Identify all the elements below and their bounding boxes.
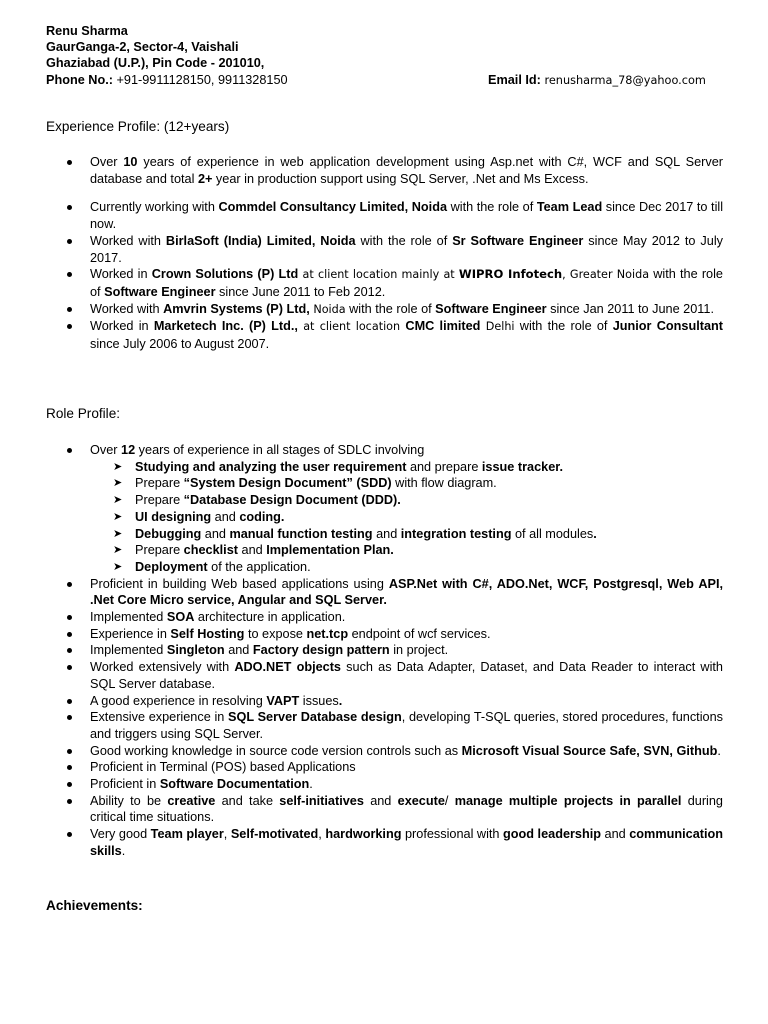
experience-item bbox=[66, 199, 723, 232]
emphasis-text: SOA bbox=[166, 610, 195, 625]
experience-item bbox=[66, 318, 723, 352]
emphasis-text: good leadership bbox=[503, 827, 602, 842]
body-text: of the application. bbox=[207, 559, 311, 574]
emphasis-text: Debugging bbox=[135, 526, 202, 541]
emphasis-text: Software Documentation bbox=[159, 777, 310, 792]
sdlc-sub-item bbox=[113, 542, 723, 559]
body-text: issues bbox=[299, 693, 339, 708]
note-text: , Greater Noida bbox=[562, 268, 650, 282]
body-text: Prepare bbox=[135, 493, 184, 508]
emphasis-text: 2+ bbox=[197, 171, 213, 186]
emphasis-text: ADO.NET objects bbox=[234, 660, 341, 675]
emphasis-text: Implementation Plan. bbox=[266, 543, 394, 558]
role-item bbox=[66, 709, 723, 742]
emphasis-text: “Database Design Document (DDD). bbox=[183, 493, 401, 508]
emphasis-text: self-initiatives bbox=[279, 793, 364, 808]
emphasis-text: Team Lead bbox=[536, 200, 603, 215]
address-line-1: GaurGanga-2, Sector-4, Vaishali bbox=[46, 40, 239, 55]
emphasis-text: Singleton bbox=[166, 643, 225, 658]
emphasis-text: . bbox=[338, 693, 343, 708]
body-text: and take bbox=[215, 793, 280, 808]
emphasis-text: UI designing bbox=[135, 509, 212, 524]
body-text: Over bbox=[90, 443, 122, 457]
body-text: and bbox=[211, 509, 240, 524]
body-text: Experience in bbox=[90, 626, 171, 641]
sdlc-sub-item bbox=[113, 559, 723, 576]
emphasis-text: Deployment bbox=[135, 559, 208, 574]
sdlc-sub-item bbox=[113, 526, 723, 543]
body-text: with the role of bbox=[90, 267, 723, 299]
role-item bbox=[66, 793, 723, 826]
role-item bbox=[66, 576, 723, 609]
role-intro bbox=[90, 443, 424, 457]
emphasis-text: Factory design pattern bbox=[252, 643, 390, 658]
role-item bbox=[66, 743, 723, 760]
address-line-2: Ghaziabad (U.P.), Pin Code - 201010, bbox=[46, 56, 265, 71]
role-list bbox=[66, 442, 723, 860]
body-text: . bbox=[121, 843, 126, 858]
phone-value: +91-9911128150, 9911328150 bbox=[112, 72, 288, 87]
body-text: A good experience in resolving bbox=[90, 693, 267, 708]
sdlc-sub-item bbox=[113, 492, 723, 509]
emphasis-text: Junior Consultant bbox=[612, 319, 723, 334]
body-text: with flow diagram. bbox=[391, 476, 497, 491]
body-text: to expose bbox=[244, 626, 307, 641]
experience-heading: Experience Profile: (12+years) bbox=[46, 119, 230, 134]
body-text: Extensive experience in bbox=[90, 710, 229, 725]
role-item bbox=[66, 759, 723, 776]
body-text: such as Data Adapter, Dataset, and Data Reader to interact with SQL Server database. bbox=[90, 660, 723, 691]
list-item bbox=[66, 442, 723, 576]
emphasis-text: execute bbox=[397, 793, 445, 808]
body-text: Implemented bbox=[90, 643, 167, 658]
emphasis-text: checklist bbox=[183, 543, 238, 558]
body-text: endpoint of wcf services. bbox=[348, 626, 491, 641]
sdlc-sub-list bbox=[90, 459, 723, 576]
body-text: since July 2006 to August 2007. bbox=[90, 337, 270, 352]
emphasis-text: 10 bbox=[123, 155, 138, 169]
emphasis-text: Software Engineer bbox=[104, 284, 216, 299]
role-item bbox=[66, 609, 723, 626]
emphasis-text: WIPRO Infotech bbox=[458, 267, 563, 282]
body-text: , bbox=[223, 827, 231, 842]
body-text: Implemented bbox=[90, 610, 167, 625]
body-text: Worked with bbox=[90, 301, 164, 316]
body-text: since May 2012 to July 2017. bbox=[90, 233, 723, 265]
body-text: Proficient in Terminal (POS) based Applications bbox=[90, 760, 356, 775]
achievements-heading: Achievements: bbox=[46, 898, 143, 913]
emphasis-text: net.tcp bbox=[306, 626, 349, 641]
role-heading: Role Profile: bbox=[46, 406, 121, 421]
email-line bbox=[488, 72, 706, 89]
body-text: Over bbox=[90, 155, 124, 169]
emphasis-text: Self Hosting bbox=[170, 626, 245, 641]
note-text: Delhi bbox=[480, 320, 515, 334]
emphasis-text: BirlaSoft (India) Limited, Noida bbox=[165, 233, 356, 248]
body-text: Proficient in bbox=[90, 777, 160, 792]
body-text: Prepare bbox=[135, 543, 184, 558]
role-item bbox=[66, 776, 723, 793]
body-text: year in production support using SQL Server, .Net and Ms Excess. bbox=[212, 171, 589, 186]
body-text: Worked in bbox=[90, 267, 152, 282]
emphasis-text: manual function testing bbox=[229, 526, 373, 541]
body-text: Worked in bbox=[90, 319, 154, 334]
note-text: Noida bbox=[309, 302, 346, 316]
body-text: Currently working with bbox=[90, 200, 219, 215]
emphasis-text: CMC limited bbox=[405, 319, 481, 334]
body-text: with the role of bbox=[345, 301, 436, 316]
emphasis-text: Commdel Consultancy Limited, Noida bbox=[218, 200, 448, 215]
body-text: during critical time situations. bbox=[90, 793, 723, 825]
body-text: and bbox=[363, 793, 398, 808]
sdlc-sub-item bbox=[113, 509, 723, 526]
experience-item bbox=[66, 154, 723, 187]
emphasis-text: Software Engineer bbox=[435, 301, 547, 316]
sdlc-sub-item bbox=[113, 475, 723, 492]
role-item bbox=[66, 659, 723, 692]
emphasis-text: creative bbox=[167, 793, 216, 808]
emphasis-text: “System Design Document” (SDD) bbox=[183, 476, 392, 491]
body-text: professional with bbox=[401, 827, 504, 842]
body-text: and bbox=[601, 827, 630, 842]
emphasis-text: manage multiple projects in parallel bbox=[454, 793, 682, 808]
emphasis-text: coding. bbox=[239, 509, 285, 524]
emphasis-text: Sr Software Engineer bbox=[452, 233, 584, 248]
body-text: . bbox=[717, 743, 721, 758]
body-text: Prepare bbox=[135, 476, 184, 491]
body-text: and bbox=[201, 526, 230, 541]
body-text: . bbox=[309, 777, 313, 792]
emphasis-text: issue tracker. bbox=[481, 459, 564, 474]
emphasis-text: Marketech Inc. (P) Ltd., bbox=[153, 319, 298, 334]
experience-item bbox=[66, 266, 723, 300]
body-text: architecture in application. bbox=[194, 610, 346, 625]
emphasis-text: 12 bbox=[121, 443, 136, 457]
phone-label: Phone No.: bbox=[46, 72, 113, 87]
body-text: / bbox=[444, 793, 455, 808]
body-text: Worked with bbox=[90, 233, 166, 248]
body-text: since June 2011 to Feb 2012. bbox=[215, 284, 386, 299]
body-text: with the role of bbox=[355, 233, 453, 248]
body-text: Very good bbox=[90, 827, 151, 842]
emphasis-text: ASP.Net with C#, ADO.Net, WCF, Postgresql, Web API, .Net Core Micro service, Angular and SQL Server. bbox=[90, 576, 723, 608]
emphasis-text: integration testing bbox=[400, 526, 512, 541]
experience-item bbox=[66, 301, 723, 319]
experience-list bbox=[66, 154, 723, 353]
contact-header bbox=[46, 23, 288, 88]
list-spacer bbox=[66, 187, 723, 199]
emphasis-text: Microsoft Visual Source Safe, SVN, Github bbox=[461, 743, 718, 758]
body-text: and bbox=[224, 643, 253, 658]
emphasis-text: SQL Server Database design bbox=[228, 710, 402, 725]
candidate-name: Renu Sharma bbox=[46, 24, 128, 38]
phone-line bbox=[46, 72, 288, 88]
experience-item bbox=[66, 233, 723, 266]
body-text: in project. bbox=[389, 643, 449, 658]
role-item bbox=[66, 642, 723, 659]
body-text: Worked extensively with bbox=[90, 660, 235, 675]
emphasis-text: . bbox=[593, 526, 597, 541]
note-text: at client location bbox=[297, 320, 406, 334]
body-text: of all modules bbox=[511, 526, 594, 541]
body-text: , bbox=[318, 827, 326, 842]
email-value: renusharma_78@yahoo.com bbox=[540, 74, 706, 87]
body-text: and bbox=[372, 526, 401, 541]
emphasis-text: Amvrin Systems (P) Ltd, bbox=[163, 301, 310, 316]
sdlc-sub-item bbox=[113, 459, 723, 476]
body-text: , developing T-SQL queries, stored procedures, functions and triggers using SQL Server. bbox=[90, 710, 723, 741]
body-text: since Jan 2011 to June 2011. bbox=[546, 301, 714, 316]
email-label: Email Id: bbox=[488, 73, 541, 87]
body-text: Good working knowledge in source code version controls such as bbox=[90, 743, 462, 758]
emphasis-text: Self-motivated bbox=[230, 827, 319, 842]
note-text: at client location mainly at bbox=[298, 268, 459, 282]
role-item bbox=[66, 826, 723, 859]
emphasis-text: communication skills bbox=[90, 827, 724, 858]
emphasis-text: VAPT bbox=[266, 693, 300, 708]
body-text: and prepare bbox=[406, 459, 482, 474]
emphasis-text: hardworking bbox=[325, 827, 402, 842]
body-text: since Dec 2017 to till now. bbox=[90, 200, 724, 232]
emphasis-text: Studying and analyzing the user requirement bbox=[135, 459, 407, 474]
body-text: years of experience in all stages of SDLC involving bbox=[135, 443, 425, 457]
role-item bbox=[66, 693, 723, 710]
body-text: Proficient in building Web based applications using bbox=[90, 576, 389, 591]
emphasis-text: Crown Solutions (P) Ltd bbox=[151, 267, 299, 282]
body-text: with the role of bbox=[447, 200, 537, 215]
role-item bbox=[66, 626, 723, 643]
emphasis-text: Team player bbox=[150, 827, 224, 842]
body-text: Ability to be bbox=[90, 793, 168, 808]
body-text: and bbox=[237, 543, 267, 558]
body-text: years of experience in web application development using Asp.net with C#, WCF and SQL Server database and total bbox=[90, 155, 723, 186]
body-text: with the role of bbox=[514, 319, 613, 334]
